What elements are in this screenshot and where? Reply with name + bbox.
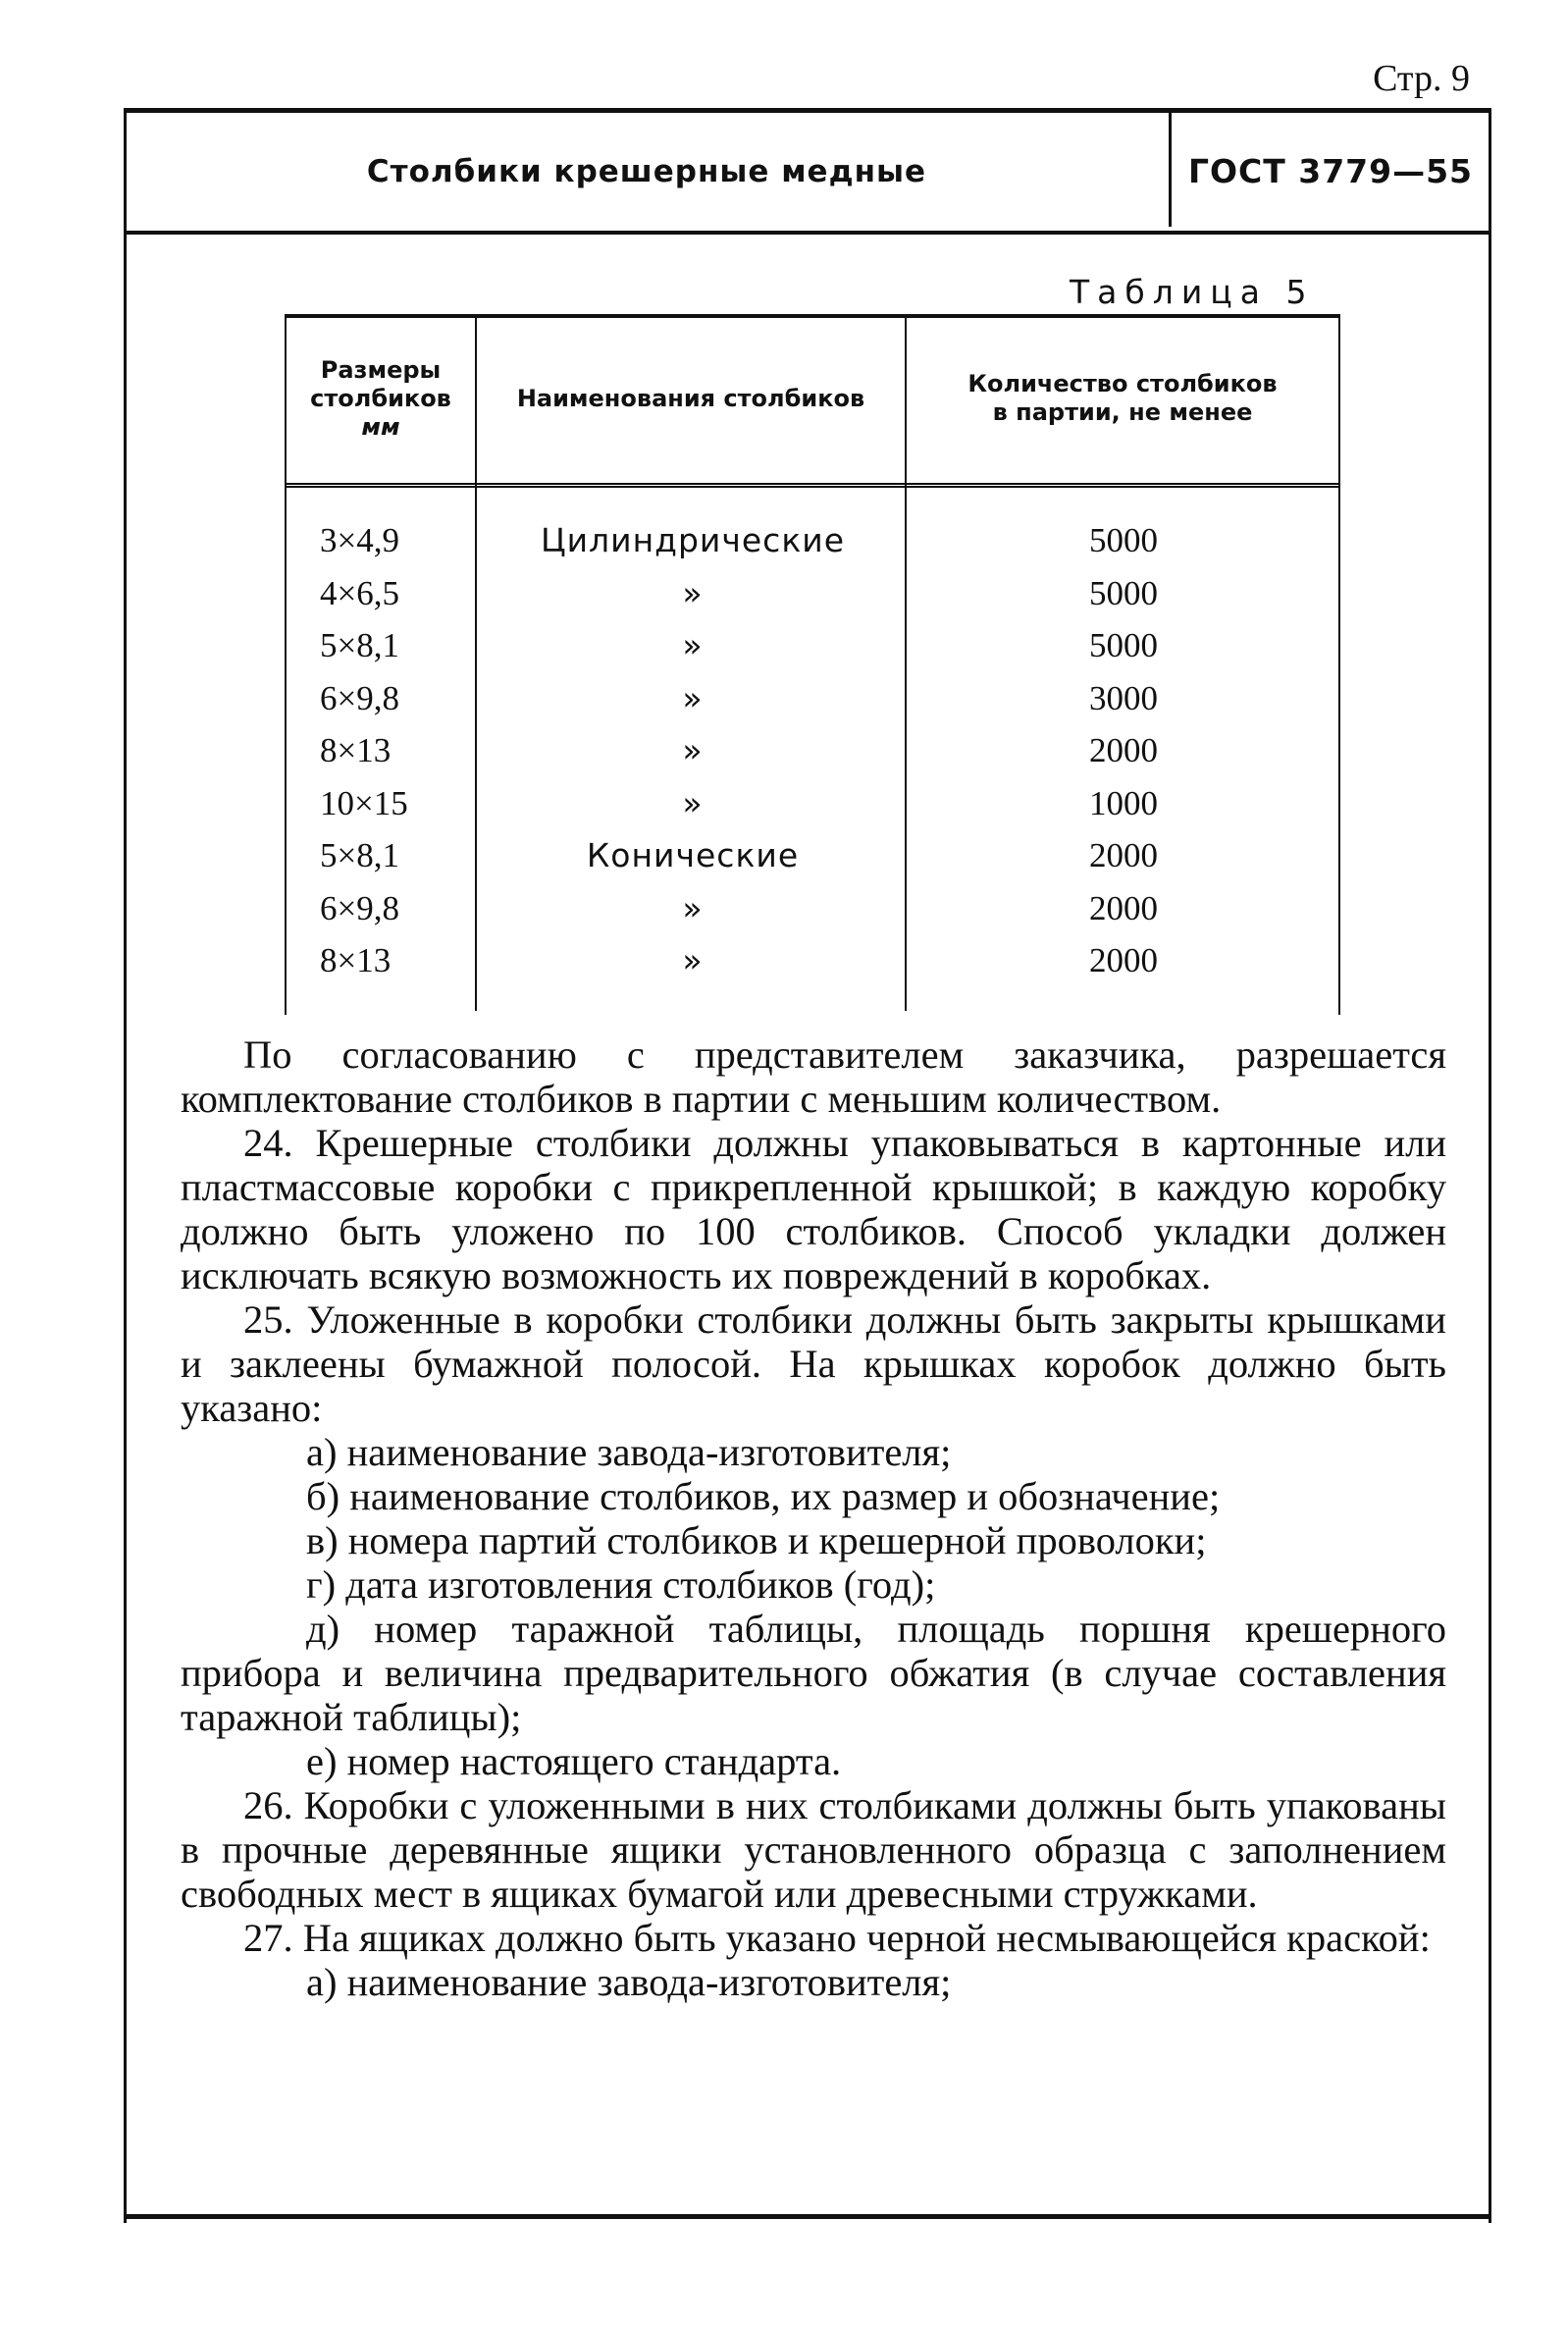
cell-name: »: [682, 888, 704, 927]
list-item: е) номер настоящего стандарта.: [306, 1739, 842, 1783]
cell-qty: 2000: [1089, 731, 1158, 769]
table-row: [287, 829, 1338, 882]
cell-name: »: [682, 626, 704, 664]
cell-qty: 3000: [1089, 678, 1158, 717]
cell-name: »: [682, 678, 704, 717]
cell-name: Цилиндрические: [540, 521, 846, 559]
header-qty: [907, 318, 1338, 479]
list-item: в) номера партий столбиков и крешерной проволоки;: [306, 1518, 1207, 1562]
document-title: Столбики крешерные медные: [366, 154, 927, 189]
cell-size: 10×15: [320, 783, 408, 822]
table-row: [287, 777, 1338, 830]
list-item: б) наименование столбиков, их размер и обозначение;: [306, 1474, 1221, 1518]
list-item: а) наименование завода-изготовителя;: [306, 1960, 952, 2004]
cell-qty: 2000: [1089, 888, 1158, 927]
header-size-line1: Размеры: [320, 355, 442, 384]
cell-qty: 5000: [1089, 626, 1158, 664]
columns-table: [285, 314, 1340, 1015]
cell-qty: 5000: [1089, 573, 1158, 612]
table-body: [287, 514, 1338, 987]
cell-qty: 2000: [1089, 941, 1158, 979]
cell-qty: 1000: [1089, 783, 1158, 822]
page-number: Стр. 9: [1373, 58, 1470, 99]
header-size-unit: мм: [361, 412, 400, 441]
cell-qty: 5000: [1089, 521, 1158, 559]
paragraph-24: 24. Крешерные столбики должны упаковываться в картонные или пластмассовые коробки с прикрепленной крышкой; в каждую коробку должно быть уложено по 100 столбиков. Способ укладки должен исключать всякую возможность их повреждений в коробках.: [181, 1121, 1446, 1297]
table-row: [287, 672, 1338, 725]
frame-bottom-rule: [124, 2214, 1491, 2219]
standard-code: ГОСТ 3779—55: [1187, 152, 1474, 190]
cell-qty: 2000: [1089, 836, 1158, 874]
paragraph-25: 25. Уложенные в коробки столбики должны быть закрыты крышками и заклеены бумажной полосой. На крышках коробок должно быть указано:: [181, 1297, 1446, 1430]
cell-name: »: [682, 573, 704, 612]
cell-size: 8×13: [320, 731, 392, 769]
table-row: [287, 619, 1338, 672]
paragraph-26: 26. Коробки с уложенными в них столбиками должны быть упакованы в прочные деревянные ящики установленного образца с заполнением свободных мест в ящиках бумагой или древесными стружками.: [181, 1783, 1446, 1916]
cell-size: 5×8,1: [320, 836, 399, 874]
cell-name: Конические: [586, 836, 800, 874]
table-row: [287, 882, 1338, 935]
cell-size: 4×6,5: [320, 573, 399, 612]
cell-size: 6×9,8: [320, 678, 399, 717]
cell-size: 5×8,1: [320, 626, 399, 664]
table-caption: Таблица 5: [1070, 273, 1315, 311]
header-qty-line1: Количество столбиков: [967, 370, 1278, 397]
cell-name: »: [682, 783, 704, 822]
table-row: [287, 514, 1338, 567]
cell-name: »: [682, 731, 704, 769]
body-text: [181, 1032, 1446, 2004]
cell-size: 6×9,8: [320, 888, 399, 927]
header-size-line2: столбиков: [310, 384, 451, 412]
table-row: [287, 934, 1338, 987]
list-item: г) дата изготовления столбиков (год);: [306, 1562, 936, 1607]
header-divider: [1169, 113, 1172, 227]
document-header: [127, 113, 1489, 235]
header-qty-line2: в партии, не менее: [992, 398, 1253, 426]
paragraph-27: 27. На ящиках должно быть указано черной несмывающейся краской:: [243, 1916, 1431, 1960]
header-size: [287, 318, 475, 479]
cell-size: 8×13: [320, 941, 392, 979]
header-name-text: Наименования столбиков: [516, 384, 865, 412]
paragraph: По согласованию с представителем заказчика, разрешается комплектование столбиков в партии с меньшим количеством.: [181, 1032, 1446, 1121]
cell-size: 3×4,9: [320, 521, 399, 559]
header-name: [477, 318, 905, 479]
list-item: а) наименование завода-изготовителя;: [306, 1430, 952, 1474]
table-row: [287, 567, 1338, 620]
cell-name: »: [682, 941, 704, 979]
table-row: [287, 724, 1338, 777]
list-item: д) номер таражной таблицы, площадь поршня крешерного прибора и величина предварительного обжатия (в случае составления таражной таблицы);: [181, 1607, 1446, 1739]
